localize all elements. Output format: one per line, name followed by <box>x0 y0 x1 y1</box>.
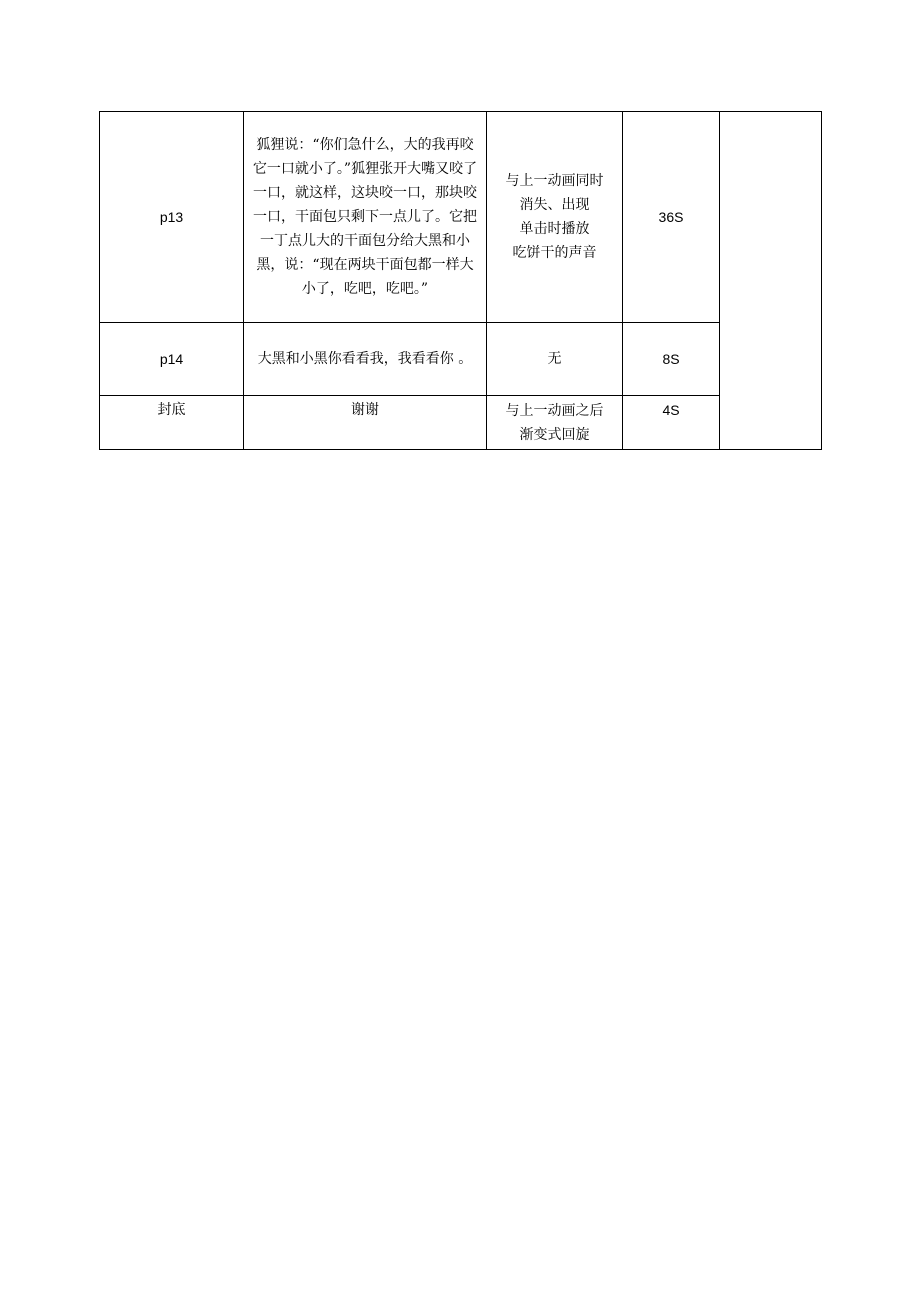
table-row <box>100 323 822 396</box>
page-cell: p14 <box>100 323 244 396</box>
table-row <box>100 112 822 323</box>
narration-cell: 谢谢 <box>244 396 487 450</box>
narration-cell: 大黑和小黑你看看我，我看看你 。 <box>244 323 487 396</box>
animation-line: 消失、出现 <box>519 197 590 213</box>
blank-column-cell <box>720 112 822 450</box>
narration-cell: 狐狸说：“你们急什么，大的我再咬它一口就小了。”狐狸张开大嘴又咬了一口，就这样，这块咬一口，那块咬一口，干面包只剩下一点儿了。它把一丁点儿大的干面包分给大黑和小黑，说：“现在两块干面包都一样大小了，吃吧，吃吧。” <box>244 112 487 323</box>
animation-line: 无 <box>547 351 562 367</box>
table-row <box>100 396 822 450</box>
page-cell: p13 <box>100 112 244 323</box>
animation-line: 与上一动画同时 <box>505 173 604 189</box>
duration-cell: 36S <box>623 112 720 323</box>
animation-line: 吃饼干的声音 <box>512 245 597 261</box>
duration-cell: 8S <box>623 323 720 396</box>
animation-line: 与上一动画之后 <box>505 402 604 419</box>
animation-cell <box>487 323 623 396</box>
animation-cell <box>487 396 623 450</box>
storyboard-table <box>99 111 822 450</box>
animation-line: 渐变式回旋 <box>519 426 590 443</box>
page-cell: 封底 <box>100 396 244 450</box>
animation-line: 单击时播放 <box>519 221 590 237</box>
animation-cell <box>487 112 623 323</box>
duration-cell: 4S <box>623 396 720 450</box>
